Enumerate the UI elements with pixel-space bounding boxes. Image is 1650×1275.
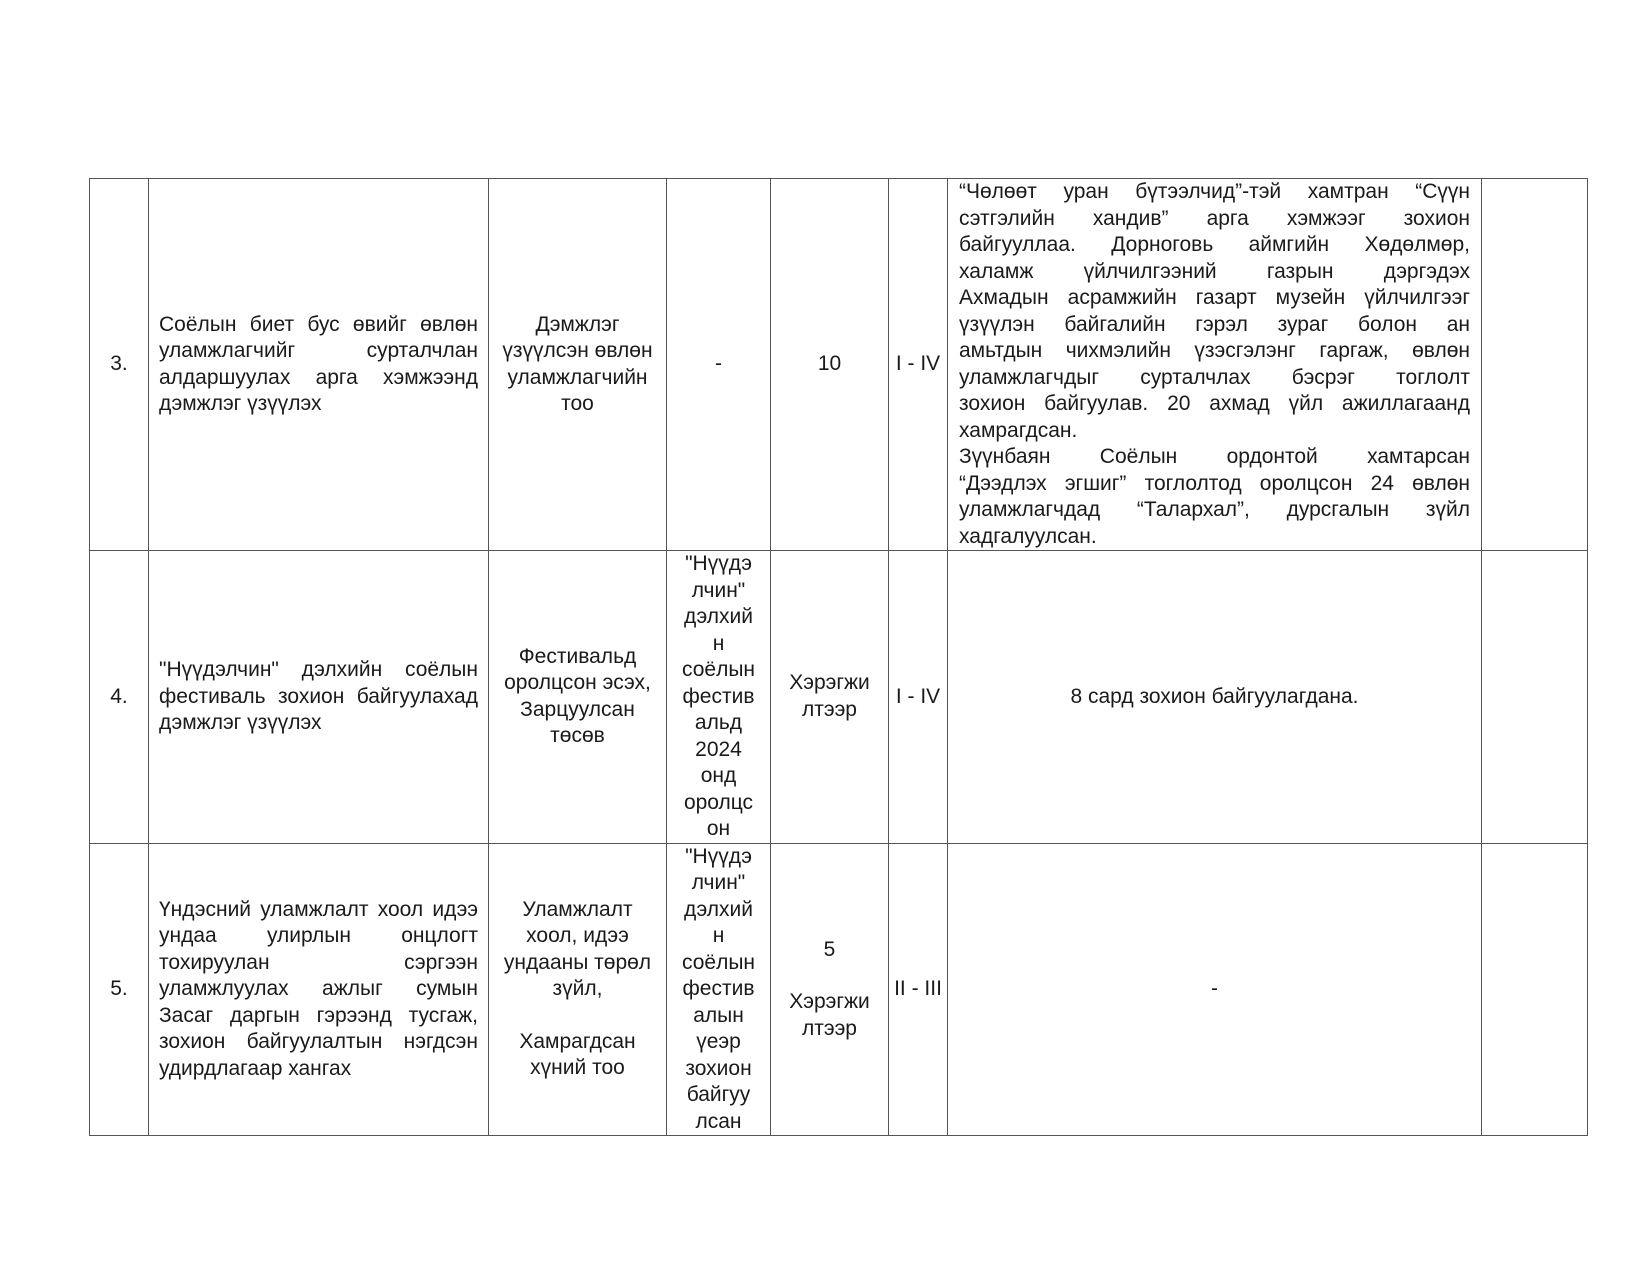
note-cell [1482, 179, 1588, 551]
baseline-cell [667, 843, 771, 1136]
baseline-line: он [706, 817, 731, 840]
activity-cell: "Нүүдэлчин" дэлхийн соёлын фестиваль зохион байгуулахад дэмжлэг үзүүлэх [149, 551, 489, 844]
report-line: хамрагдсан. [959, 418, 1078, 442]
baseline-line: зохион [685, 1056, 752, 1080]
note-cell [1482, 551, 1588, 844]
baseline-line: альд [694, 711, 743, 734]
report-cell [948, 179, 1482, 551]
report-line: хадгалуулсан. [959, 524, 1097, 548]
report-line: Ахмадын асрамжийн газарт музейн үйлчилгээг [959, 286, 1470, 309]
row-number: 4. [90, 551, 149, 844]
table-row [90, 843, 1588, 1136]
indicator-part: Уламжлалт хоол, идээ ундааны төрөл зүйл, [503, 897, 652, 1001]
baseline-line: байгуу [686, 1083, 751, 1106]
baseline-line: дэлхий [684, 897, 753, 921]
report-line: сэтгэлийн хандив” арга хэмжээг зохион [959, 206, 1470, 230]
report-line: зохион байгуулав. 20 ахмад үйл ажиллагаанд [959, 392, 1470, 415]
baseline-line: оролцс [683, 790, 754, 814]
report-line: үзүүлэн байгалийн гэрэл зураг болон ан [959, 312, 1470, 336]
activity-cell: Соёлын биет бус өвийг өвлөн уламжлагчийг сурталчлан алдаршуулах арга хэмжээнд дэмжлэг үзүүлэх [149, 179, 489, 551]
target-cell: 10 [771, 179, 889, 551]
indicator-cell [489, 843, 667, 1136]
report-line: “Дээдлэх эгшиг” тоглолтод оролцсон 24 өвлөн [959, 471, 1470, 495]
report-cell: - [948, 843, 1482, 1136]
table-row [90, 551, 1588, 844]
spacer [777, 963, 882, 989]
quarter-cell: I - IV [889, 551, 948, 844]
baseline-line: дэлхий [684, 605, 753, 628]
target-cell: Хэрэгжи лтээр [771, 551, 889, 844]
report-line: байгууллаа. Дорноговь аймгийн Хөдөлмөр, [959, 233, 1470, 256]
baseline-line: н [712, 924, 725, 947]
report-line: амьтдын чихмэлийн үзэсгэлэнг гаргаж, өвлөн [959, 339, 1470, 362]
baseline-line: лсан [695, 1109, 742, 1133]
report-cell: 8 сард зохион байгуулагдана. [948, 551, 1482, 844]
table-row [90, 179, 1588, 551]
indicator-cell: Дэмжлэг үзүүлсэн өвлөн уламжлагчийн тоо [489, 179, 667, 551]
report-line: уламжлагчдыг сурталчлах бэсрэг тоглолт [959, 365, 1470, 389]
baseline-line: соёлын [681, 658, 756, 681]
baseline-line: 2024 [695, 737, 742, 761]
baseline-line: лчин" [691, 871, 746, 894]
baseline-cell [667, 551, 771, 844]
quarter-cell: I - IV [889, 179, 948, 551]
note-cell [1482, 843, 1588, 1136]
baseline-line: фестив [682, 684, 755, 708]
row-number: 5. [90, 843, 149, 1136]
target-cell [771, 843, 889, 1136]
baseline-line: соёлын [681, 950, 756, 974]
target-text: Хэрэгжи лтээр [789, 990, 870, 1040]
row-number: 3. [90, 179, 149, 551]
baseline-line: "Нүүдэ [685, 844, 752, 868]
baseline-line: онд [700, 764, 737, 787]
activity-cell: Үндэсний уламжлалт хоол идээ ундаа улирлын онцлогт тохируулан сэргээн уламжлуулах ажлыг сумын Засаг даргын гэрээнд тусгаж, зохион байгуулалтын нэгдсэн удирдлагаар хангах [149, 843, 489, 1136]
baseline-line: н [712, 631, 725, 655]
report-line: халамж үйлчилгээний газрын дэргэдэх [959, 259, 1470, 283]
baseline-line: лчин" [691, 578, 746, 602]
indicator-part: Хамрагдсан хүний тоо [519, 1029, 636, 1080]
report-table [89, 178, 1588, 1136]
report-line: уламжлагчдад “Талархал”, дурсгалын зүйл [959, 498, 1470, 521]
spacer [495, 1003, 660, 1029]
baseline-line: фестив [682, 977, 755, 1000]
indicator-cell: Фестивальд оролцсон эсэх, Зарцуулсан төсөв [489, 551, 667, 844]
baseline-cell: - [667, 179, 771, 551]
baseline-line: "Нүүдэ [685, 552, 752, 575]
report-line: “Чөлөөт уран бүтээлчид”-тэй хамтран “Сүүн [959, 180, 1470, 203]
report-line: Зүүнбаян Соёлын ордонтой хамтарсан [959, 445, 1470, 468]
baseline-line: үеэр [696, 1030, 741, 1053]
baseline-line: алын [693, 1003, 744, 1027]
quarter-cell: II - III [889, 843, 948, 1136]
target-value: 5 [823, 937, 836, 961]
